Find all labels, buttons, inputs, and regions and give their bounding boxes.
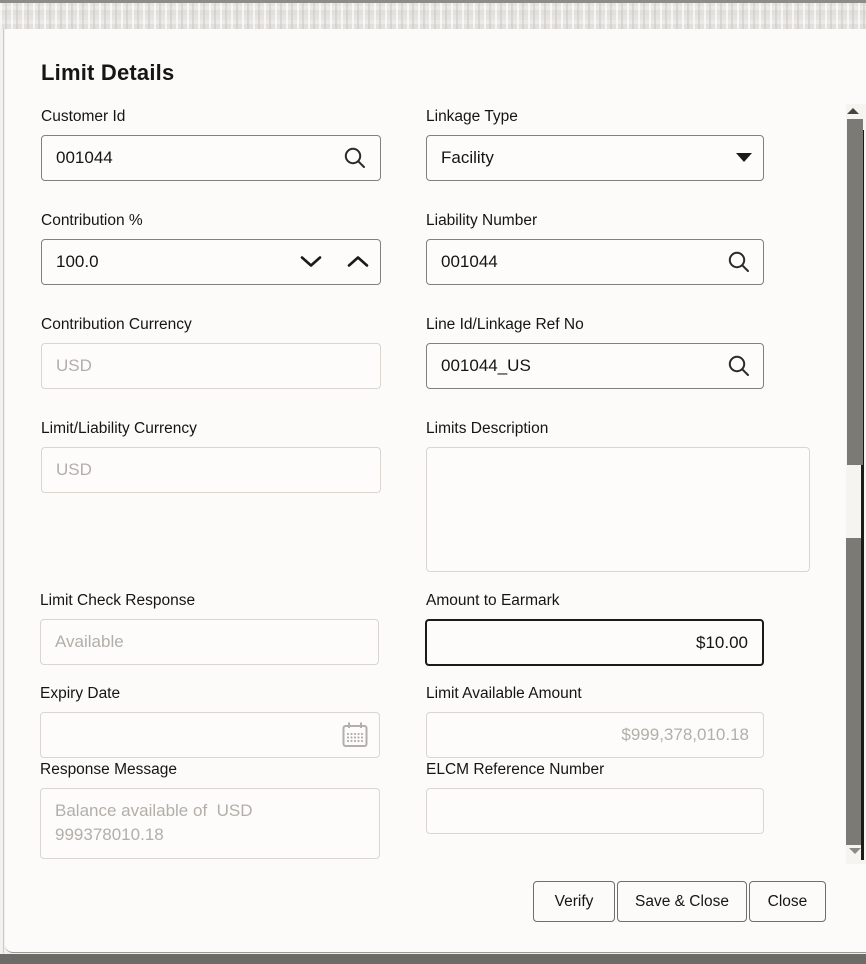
customer-id-label: Customer Id bbox=[41, 108, 126, 125]
limits-description-textarea[interactable] bbox=[426, 447, 810, 572]
line-id-input[interactable] bbox=[426, 343, 764, 389]
contribution-pct-label: Contribution % bbox=[41, 212, 143, 229]
page-title: Limit Details bbox=[41, 60, 175, 85]
background-page-texture bbox=[0, 3, 866, 29]
contribution-currency-label: Contribution Currency bbox=[41, 316, 192, 333]
response-message-box: Balance available of USD 999378010.18 bbox=[40, 788, 380, 859]
linkage-type-select[interactable] bbox=[426, 135, 764, 181]
chevron-down-icon[interactable] bbox=[300, 255, 322, 268]
limit-check-response-input bbox=[40, 619, 379, 665]
scrollbar-down-icon[interactable] bbox=[849, 848, 861, 854]
limit-available-amount-label: Limit Available Amount bbox=[426, 685, 582, 702]
close-button[interactable]: Close bbox=[749, 881, 826, 922]
scrollbar-thumb-upper[interactable] bbox=[847, 119, 863, 465]
amount-to-earmark-label: Amount to Earmark bbox=[426, 592, 560, 609]
expiry-date-input[interactable] bbox=[40, 712, 380, 758]
contribution-currency-input bbox=[41, 343, 381, 389]
response-message-label: Response Message bbox=[40, 761, 177, 778]
scrollbar-up-icon[interactable] bbox=[847, 108, 859, 114]
caret-down-icon[interactable] bbox=[736, 153, 752, 162]
amount-to-earmark-input[interactable] bbox=[425, 619, 764, 666]
limit-liability-currency-label: Limit/Liability Currency bbox=[41, 420, 197, 437]
calendar-icon[interactable] bbox=[340, 720, 370, 750]
linkage-type-label: Linkage Type bbox=[426, 108, 518, 125]
line-id-label: Line Id/Linkage Ref No bbox=[426, 316, 584, 333]
elcm-reference-number-label: ELCM Reference Number bbox=[426, 761, 605, 778]
limits-description-label: Limits Description bbox=[426, 420, 549, 437]
limit-available-amount-input bbox=[426, 712, 764, 758]
search-icon[interactable] bbox=[727, 250, 751, 274]
verify-button[interactable]: Verify bbox=[533, 881, 615, 922]
save-and-close-button[interactable]: Save & Close bbox=[617, 881, 747, 922]
elcm-reference-number-input[interactable] bbox=[426, 788, 764, 834]
customer-id-input[interactable] bbox=[41, 135, 381, 181]
liability-number-label: Liability Number bbox=[426, 212, 538, 229]
scrollbar-thumb-lower[interactable] bbox=[846, 538, 861, 845]
contribution-pct-input[interactable] bbox=[41, 239, 381, 285]
window-left-edge bbox=[0, 29, 4, 953]
window-bottom-edge bbox=[0, 954, 866, 964]
search-icon[interactable] bbox=[727, 354, 751, 378]
limit-check-response-label: Limit Check Response bbox=[40, 592, 196, 609]
search-icon[interactable] bbox=[343, 146, 367, 170]
liability-number-input[interactable] bbox=[426, 239, 764, 285]
expiry-date-label: Expiry Date bbox=[40, 685, 121, 702]
limit-liability-currency-input bbox=[41, 447, 381, 493]
chevron-up-icon[interactable] bbox=[347, 255, 369, 268]
